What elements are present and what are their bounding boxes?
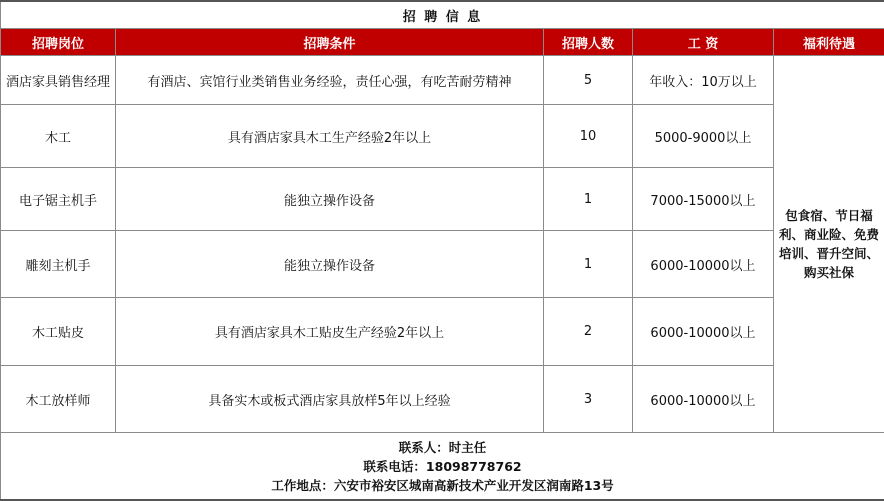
table-row — [1, 168, 884, 231]
table-row — [1, 366, 884, 433]
count-cell: 1 — [544, 231, 633, 298]
position-cell: 木工 — [1, 105, 116, 168]
count-cell: 3 — [544, 366, 633, 433]
count-cell: 10 — [544, 105, 633, 168]
requirement-cell: 具备实木或板式酒店家具放样5年以上经验 — [116, 366, 544, 433]
requirement-cell: 具有酒店家具木工生产经验2年以上 — [116, 105, 544, 168]
header-count: 招聘人数 — [544, 29, 633, 56]
salary-cell: 5000-9000以上 — [633, 105, 774, 168]
position-cell: 木工贴皮 — [1, 298, 116, 366]
position-cell: 木工放样师 — [1, 366, 116, 433]
table-title: 招 聘 信 息 — [1, 1, 884, 29]
requirement-cell: 能独立操作设备 — [116, 231, 544, 298]
table-row — [1, 298, 884, 366]
header-requirement: 招聘条件 — [116, 29, 544, 56]
salary-cell: 6000-10000以上 — [633, 298, 774, 366]
position-cell: 酒店家具销售经理 — [1, 56, 116, 105]
requirement-cell: 具有酒店家具木工贴皮生产经验2年以上 — [116, 298, 544, 366]
count-cell: 1 — [544, 168, 633, 231]
benefits-cell: 包食宿、节日福利、商业险、免费培训、晋升空间、购买社保 — [774, 56, 884, 433]
count-cell: 5 — [544, 56, 633, 105]
header-benefits: 福利待遇 — [774, 29, 884, 56]
count-cell: 2 — [544, 298, 633, 366]
position-cell: 雕刻主机手 — [1, 231, 116, 298]
position-cell: 电子锯主机手 — [1, 168, 116, 231]
salary-cell: 年收入：10万以上 — [633, 56, 774, 105]
work-address: 工作地点：六安市裕安区城南高新技术产业开发区润南路13号 — [1, 476, 884, 495]
table-row — [1, 105, 884, 168]
contact-person: 联系人：时主任 — [1, 438, 884, 457]
table-row — [1, 56, 884, 105]
header-position: 招聘岗位 — [1, 29, 116, 56]
header-salary: 工 资 — [633, 29, 774, 56]
salary-cell: 6000-10000以上 — [633, 366, 774, 433]
requirement-cell: 能独立操作设备 — [116, 168, 544, 231]
contact-phone: 联系电话：18098778762 — [1, 457, 884, 476]
salary-cell: 7000-15000以上 — [633, 168, 774, 231]
table-row — [1, 231, 884, 298]
salary-cell: 6000-10000以上 — [633, 231, 774, 298]
requirement-cell: 有酒店、宾馆行业类销售业务经验，责任心强，有吃苦耐劳精神 — [116, 56, 544, 105]
contact-footer — [1, 433, 884, 501]
